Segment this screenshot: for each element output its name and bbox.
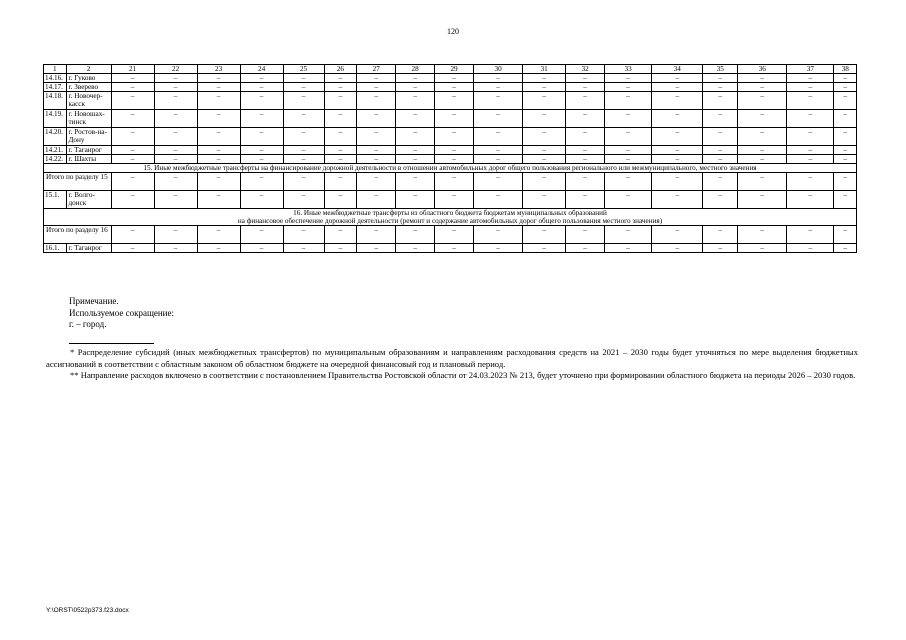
table-cell-value: – <box>283 92 324 110</box>
row-name: г. Таганрог <box>66 244 111 253</box>
table-cell-value: – <box>787 146 834 155</box>
table-cell-value: – <box>357 110 396 128</box>
table-cell-value: – <box>787 83 834 92</box>
column-header: 21 <box>111 65 154 74</box>
table-cell-value: – <box>435 155 474 164</box>
table-cell-value: – <box>240 146 283 155</box>
row-number: 14.19. <box>44 110 67 128</box>
table-row <box>44 74 857 83</box>
table-cell-value: – <box>435 74 474 83</box>
table-cell-value: – <box>435 226 474 244</box>
row-name: г. Новошах-тинск <box>66 110 111 128</box>
table-cell-value: – <box>834 191 857 209</box>
table-cell-value: – <box>738 74 787 83</box>
table-cell-value: – <box>738 146 787 155</box>
table-cell-value: – <box>197 244 240 253</box>
table-cell-value: – <box>605 74 652 83</box>
table-cell-value: – <box>523 92 566 110</box>
table-cell-value: – <box>474 128 523 146</box>
column-header: 1 <box>44 65 67 74</box>
table-cell-value: – <box>197 92 240 110</box>
table-cell-value: – <box>154 83 197 92</box>
table-cell-value: – <box>240 110 283 128</box>
table-cell-value: – <box>787 74 834 83</box>
table-cell-value: – <box>357 155 396 164</box>
table-cell-value: – <box>605 155 652 164</box>
table-cell-value: – <box>324 155 357 164</box>
table-cell-value: – <box>652 128 703 146</box>
total-15-label: Итого по разделу 15 <box>44 173 112 191</box>
table-cell-value: – <box>154 191 197 209</box>
table-cell-value: – <box>605 128 652 146</box>
total-row <box>44 173 857 191</box>
table-cell-value: – <box>523 173 566 191</box>
table-cell-value: – <box>703 244 738 253</box>
table-cell-value: – <box>111 226 154 244</box>
section-heading-row <box>44 164 857 173</box>
table-cell-value: – <box>283 155 324 164</box>
table-cell-value: – <box>523 128 566 146</box>
table-cell-value: – <box>523 74 566 83</box>
table-cell-value: – <box>787 244 834 253</box>
table-cell-value: – <box>738 226 787 244</box>
table-cell-value: – <box>357 191 396 209</box>
table-row <box>44 244 857 253</box>
table-cell-value: – <box>738 191 787 209</box>
table-cell-value: – <box>154 173 197 191</box>
table-cell-value: – <box>738 244 787 253</box>
table-cell-value: – <box>357 173 396 191</box>
table-header-row <box>44 65 857 74</box>
table-cell-value: – <box>566 173 605 191</box>
table-cell-value: – <box>834 74 857 83</box>
column-header: 32 <box>566 65 605 74</box>
table-cell-value: – <box>566 83 605 92</box>
row-number: 14.16. <box>44 74 67 83</box>
notes-abbrev: г. – город. <box>69 319 107 329</box>
table-cell-value: – <box>197 146 240 155</box>
table-cell-value: – <box>435 128 474 146</box>
table-cell-value: – <box>474 110 523 128</box>
table-cell-value: – <box>154 128 197 146</box>
table-cell-value: – <box>652 244 703 253</box>
table-cell-value: – <box>703 92 738 110</box>
row-number: 14.17. <box>44 83 67 92</box>
column-header: 33 <box>605 65 652 74</box>
row-name: г. Гуково <box>66 74 111 83</box>
table-cell-value: – <box>283 74 324 83</box>
total-row <box>44 226 857 244</box>
table-cell-value: – <box>566 128 605 146</box>
row-number: 16.1. <box>44 244 67 253</box>
column-header: 23 <box>197 65 240 74</box>
table-cell-value: – <box>240 155 283 164</box>
table-cell-value: – <box>523 155 566 164</box>
table-cell-value: – <box>566 110 605 128</box>
table-cell-value: – <box>283 83 324 92</box>
table-cell-value: – <box>435 146 474 155</box>
row-number: 14.20. <box>44 128 67 146</box>
table-cell-value: – <box>605 146 652 155</box>
row-name: г. Таганрог <box>66 146 111 155</box>
table-cell-value: – <box>703 110 738 128</box>
footnote-1: * Распределение субсидий (иных межбюджетных трансфертов) по муниципальным образованиям и направлениям расходования средств на 2021 – 2030 годы будет уточняться по мере выделения бюджетных ассигнований в соответствии с областным законом об областном бюджете на очередной финансовый год и плановый период. <box>46 347 858 369</box>
table-cell-value: – <box>787 226 834 244</box>
table-cell-value: – <box>787 155 834 164</box>
table-cell-value: – <box>154 146 197 155</box>
section-16-title <box>44 209 857 226</box>
table-cell-value: – <box>834 110 857 128</box>
column-header: 25 <box>283 65 324 74</box>
table-row <box>44 92 857 110</box>
column-header: 35 <box>703 65 738 74</box>
table-cell-value: – <box>652 92 703 110</box>
column-header: 31 <box>523 65 566 74</box>
table-cell-value: – <box>111 83 154 92</box>
page-number: 120 <box>447 27 459 36</box>
table-cell-value: – <box>324 146 357 155</box>
table-cell-value: – <box>738 92 787 110</box>
table-cell-value: – <box>523 244 566 253</box>
table-cell-value: – <box>787 191 834 209</box>
table-cell-value: – <box>324 226 357 244</box>
table-cell-value: – <box>652 226 703 244</box>
column-header: 34 <box>652 65 703 74</box>
table-cell-value: – <box>111 128 154 146</box>
table-cell-value: – <box>652 173 703 191</box>
table-cell-value: – <box>523 110 566 128</box>
column-header: 24 <box>240 65 283 74</box>
column-header: 36 <box>738 65 787 74</box>
column-header: 2 <box>66 65 111 74</box>
table-cell-value: – <box>523 146 566 155</box>
table-cell-value: – <box>357 146 396 155</box>
table-cell-value: – <box>154 110 197 128</box>
table-cell-value: – <box>396 128 435 146</box>
table-cell-value: – <box>283 128 324 146</box>
table-cell-value: – <box>787 173 834 191</box>
table-cell-value: – <box>435 244 474 253</box>
table-cell-value: – <box>435 110 474 128</box>
section-heading-row <box>44 209 857 226</box>
column-header: 28 <box>396 65 435 74</box>
table-cell-value: – <box>240 191 283 209</box>
table-cell-value: – <box>240 74 283 83</box>
table-cell-value: – <box>703 173 738 191</box>
table-cell-value: – <box>197 173 240 191</box>
table-cell-value: – <box>240 173 283 191</box>
table-cell-value: – <box>474 191 523 209</box>
table-cell-value: – <box>474 92 523 110</box>
table-cell-value: – <box>738 128 787 146</box>
table-cell-value: – <box>834 226 857 244</box>
row-number: 15.1. <box>44 191 67 209</box>
table-cell-value: – <box>652 146 703 155</box>
table-cell-value: – <box>605 226 652 244</box>
column-header: 22 <box>154 65 197 74</box>
table-cell-value: – <box>474 146 523 155</box>
row-number: 14.18. <box>44 92 67 110</box>
column-header: 30 <box>474 65 523 74</box>
table-cell-value: – <box>605 92 652 110</box>
table-cell-value: – <box>703 74 738 83</box>
table-cell-value: – <box>605 110 652 128</box>
table-cell-value: – <box>111 244 154 253</box>
table-cell-value: – <box>197 128 240 146</box>
table-cell-value: – <box>154 92 197 110</box>
table-cell-value: – <box>435 191 474 209</box>
table-cell-value: – <box>834 244 857 253</box>
table-cell-value: – <box>834 173 857 191</box>
notes-abbrev-heading: Используемое сокращение: <box>69 307 174 318</box>
table-cell-value: – <box>197 191 240 209</box>
table-cell-value: – <box>111 173 154 191</box>
row-number: 14.22. <box>44 155 67 164</box>
column-header: 27 <box>357 65 396 74</box>
table-cell-value: – <box>154 244 197 253</box>
column-header: 26 <box>324 65 357 74</box>
table-cell-value: – <box>154 155 197 164</box>
table-cell-value: – <box>652 83 703 92</box>
table-row <box>44 110 857 128</box>
table-cell-value: – <box>197 155 240 164</box>
table-cell-value: – <box>523 83 566 92</box>
table-cell-value: – <box>357 83 396 92</box>
table-cell-value: – <box>111 146 154 155</box>
table-cell-value: – <box>197 83 240 92</box>
table-cell-value: – <box>357 226 396 244</box>
footnote-rule <box>69 343 154 344</box>
table-cell-value: – <box>738 173 787 191</box>
table-cell-value: – <box>396 146 435 155</box>
table-cell-value: – <box>283 110 324 128</box>
table-cell-value: – <box>154 74 197 83</box>
table-cell-value: – <box>357 92 396 110</box>
table-row <box>44 155 857 164</box>
table-cell-value: – <box>474 155 523 164</box>
table-cell-value: – <box>703 83 738 92</box>
table-cell-value: – <box>703 226 738 244</box>
table-cell-value: – <box>787 110 834 128</box>
table-cell-value: – <box>396 74 435 83</box>
table-cell-value: – <box>240 92 283 110</box>
table-cell-value: – <box>566 74 605 83</box>
table-cell-value: – <box>324 128 357 146</box>
table-cell-value: – <box>605 173 652 191</box>
notes-title: Примечание. <box>69 296 119 306</box>
table-cell-value: – <box>834 83 857 92</box>
table-cell-value: – <box>111 110 154 128</box>
table-cell-value: – <box>324 92 357 110</box>
table-cell-value: – <box>703 155 738 164</box>
table-cell-value: – <box>357 244 396 253</box>
column-header: 37 <box>787 65 834 74</box>
table-cell-value: – <box>324 83 357 92</box>
table-cell-value: – <box>396 191 435 209</box>
table-cell-value: – <box>396 155 435 164</box>
table-cell-value: – <box>396 244 435 253</box>
table-cell-value: – <box>111 191 154 209</box>
table-cell-value: – <box>283 191 324 209</box>
table-cell-value: – <box>154 226 197 244</box>
file-path: Y:\ORST\0522p373.f23.docx <box>46 607 129 614</box>
table-cell-value: – <box>283 146 324 155</box>
table-cell-value: – <box>703 128 738 146</box>
table-cell-value: – <box>283 173 324 191</box>
table-cell-value: – <box>197 226 240 244</box>
table-cell-value: – <box>396 83 435 92</box>
table-row <box>44 191 857 209</box>
table-cell-value: – <box>474 74 523 83</box>
table-cell-value: – <box>111 155 154 164</box>
row-name: г. Новочер-касск <box>66 92 111 110</box>
table-cell-value: – <box>523 191 566 209</box>
row-name: г. Зверево <box>66 83 111 92</box>
table-cell-value: – <box>396 110 435 128</box>
table-row <box>44 128 857 146</box>
table-cell-value: – <box>738 110 787 128</box>
table-cell-value: – <box>566 92 605 110</box>
row-name: г. Шахты <box>66 155 111 164</box>
row-name: г. Волго-донск <box>66 191 111 209</box>
table-cell-value: – <box>834 128 857 146</box>
table-cell-value: – <box>605 83 652 92</box>
table-cell-value: – <box>283 226 324 244</box>
table-cell-value: – <box>283 244 324 253</box>
table-cell-value: – <box>240 83 283 92</box>
table-cell-value: – <box>605 244 652 253</box>
budget-table <box>43 64 857 253</box>
footnote-2: ** Направление расходов включено в соответствии с постановлением Правительства Ростовской области от 24.03.2023 № 213, будет уточнено при формировании областного бюджета на периоды 2026 – 2030 годов. <box>70 370 856 381</box>
table-cell-value: – <box>435 92 474 110</box>
table-cell-value: – <box>197 110 240 128</box>
table-cell-value: – <box>240 226 283 244</box>
table-cell-value: – <box>435 83 474 92</box>
table-row <box>44 83 857 92</box>
table-cell-value: – <box>738 83 787 92</box>
table-cell-value: – <box>474 226 523 244</box>
table-cell-value: – <box>566 155 605 164</box>
section-15-title: 15. Иные межбюджетные трансферты на финансирование дорожной деятельности в отношении автомобильных дорог общего пользования регионального или межмуниципального, местного значения <box>44 164 857 173</box>
table-cell-value: – <box>652 155 703 164</box>
table-cell-value: – <box>566 146 605 155</box>
table-cell-value: – <box>474 83 523 92</box>
table-cell-value: – <box>396 226 435 244</box>
total-16-label: Итого по разделу 16 <box>44 226 112 244</box>
table-cell-value: – <box>474 173 523 191</box>
table-cell-value: – <box>474 244 523 253</box>
column-header: 38 <box>834 65 857 74</box>
table-cell-value: – <box>111 74 154 83</box>
table-cell-value: – <box>324 244 357 253</box>
table-cell-value: – <box>834 146 857 155</box>
table-cell-value: – <box>787 128 834 146</box>
row-name: г. Ростов-на-Дону <box>66 128 111 146</box>
table-cell-value: – <box>566 244 605 253</box>
footnotes <box>46 347 858 382</box>
table-cell-value: – <box>652 110 703 128</box>
notes <box>69 296 174 331</box>
table-cell-value: – <box>566 191 605 209</box>
table-cell-value: – <box>834 92 857 110</box>
table-cell-value: – <box>738 155 787 164</box>
table-cell-value: – <box>240 128 283 146</box>
table-cell-value: – <box>652 74 703 83</box>
table-cell-value: – <box>703 146 738 155</box>
table-cell-value: – <box>324 191 357 209</box>
table-cell-value: – <box>396 92 435 110</box>
table-cell-value: – <box>324 74 357 83</box>
section-16-line-1: 16. Иные межбюджетные трансферты из областного бюджета бюджетам муниципальных образований <box>293 209 607 217</box>
table-row <box>44 146 857 155</box>
column-header: 29 <box>435 65 474 74</box>
table-cell-value: – <box>703 191 738 209</box>
table-cell-value: – <box>197 74 240 83</box>
table-cell-value: – <box>324 173 357 191</box>
table-cell-value: – <box>834 155 857 164</box>
row-number: 14.21. <box>44 146 67 155</box>
table-cell-value: – <box>357 74 396 83</box>
table-cell-value: – <box>396 173 435 191</box>
section-16-line-2: на финансовое обеспечение дорожной деятельности (ремонт и содержание автомобильных дорог общего пользования местного значения) <box>237 217 663 225</box>
table-cell-value: – <box>523 226 566 244</box>
table-cell-value: – <box>605 191 652 209</box>
table-cell-value: – <box>566 226 605 244</box>
table-cell-value: – <box>324 110 357 128</box>
table-cell-value: – <box>240 244 283 253</box>
table-cell-value: – <box>787 92 834 110</box>
table-cell-value: – <box>357 128 396 146</box>
table-cell-value: – <box>435 173 474 191</box>
table-cell-value: – <box>111 92 154 110</box>
table-cell-value: – <box>652 191 703 209</box>
